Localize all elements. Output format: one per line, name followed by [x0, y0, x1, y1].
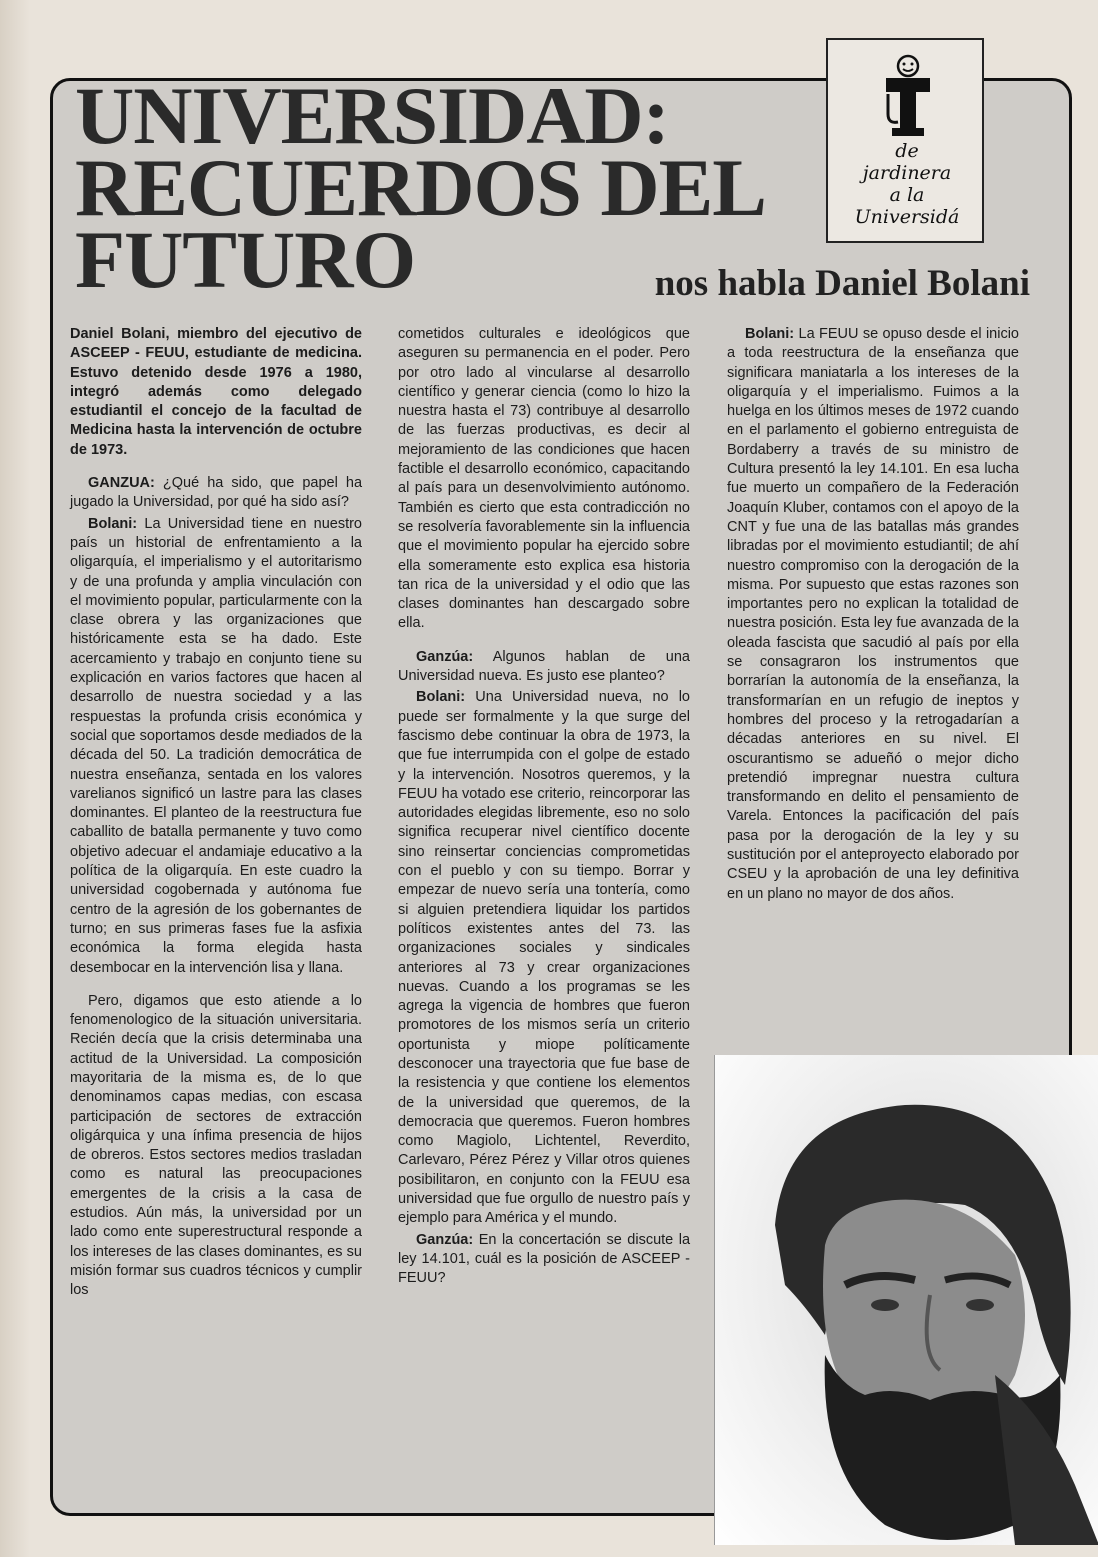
question-3 — [398, 1231, 690, 1289]
answer-1 — [70, 515, 362, 978]
section-logo — [826, 38, 984, 243]
title-line-2: RECUERDOS DEL — [75, 142, 766, 233]
logo-line-4: Universidá — [854, 206, 960, 228]
speaker-label: GANZUA: — [88, 475, 155, 492]
page-edge — [0, 0, 30, 1557]
speaker-label: Bolani: — [745, 326, 795, 342]
speaker-label: Bolani: — [88, 515, 138, 532]
column-3 — [727, 325, 1019, 918]
article-subtitle: nos habla Daniel Bolani — [654, 263, 1030, 304]
portrait-photo — [714, 1055, 1098, 1545]
stick-figure-icon — [880, 54, 936, 149]
answer-text: La FEUU se opuso desde el inicio a toda reestructura de la enseñanza que significara maniatarla a los intereses de la oligarquía y el imperialismo. Fuimos a la huelga en los últimos meses de 1972 cuando en el parlamento el gobierno entreguista de Bordaberry a través de su ministro de Cultura presentó la ley 14.101. En esa lucha fue muerto un compañero de la Federación Joaquín Kluber, contamos con el apoyo de la CNT y fue una de las batallas más grandes libradas por el movimiento estudiantil; de ahí nuestro compromiso con la derogación de la misma. Por supuesto que estas razones son importantes pero no explican la totalidad de nuestra posición. Esta ley fue avanzada de la oleada fascista que sacudió al país por ella se consagraron los instrumentos que borrarían la autonomía de la enseñanza, la transformarían en un refugio de ineptos y hombres del proceso y la retrogadarían a décadas anteriores en su nivel. El oscurantismo se adueñó o mejor dicho pretendió impregnar nuestra cultura transformando en delito el pensamiento de Varela. Entonces la pacificación del país pasa por la derogación de la ley y su sustitución por el anteproyecto elaborado por CSEU y la aprobación de una ley definitiva en un plano no mayor de dos años. — [727, 326, 1019, 902]
question-2 — [398, 648, 690, 687]
question-text: ¿Qué ha sido, que papel ha jugado la Universidad, por qué ha sido así? — [70, 475, 363, 511]
speaker-label: Ganzúa: — [416, 1231, 474, 1248]
continued-paragraph: cometidos culturales e ideológicos que aseguren su permanencia en el poder. Pero por otro lado al vincularse al desarrollo científico y generar ciencia (como lo hizo la nuestra hasta el 73) contribuye al desarrollo de las fuerzas productivas, es decir al mejoramiento de las condiciones que hacen factible el desarrollo económico, capacitando al país para un desenvolvimiento autónomo. También es cierto que esta contradicción no se resolvería favorablemente sin la influencia que el movimiento popular ha ejercido sobre ella someramente esto explica esa historia tan rica de la universidad y el odio que las clases dominantes han descargado sobre ella. — [398, 326, 690, 632]
answer-text: Una Universidad nueva, no lo puede ser formalmente y la que surge del fascismo debe continuar la obra de 1973, la que fue interrumpida con el golpe de estado y la intervención. Nosotros queremos, y la FEUU ha votado ese criterio, reincorporar las autoridades elegidas libremente, eso no solo significa recuperar nivel científico docente sino reinsertar conciencias comprometidas con el pueblo y con su tiempo. Borrar y empezar de nuevo sería una tontería, como si alguien pretendiera liquidar los partidos políticos existentes antes del 73. las organizaciones sociales y sindicales anteriores al 73 y crear organizaciones nuevas. Cuando a los programas se les agrega la vigencia de hombres que fueron promotores de los mismos sería un criterio oportunista y miope políticamente desconocer una trayectoria que fue base de la resistencia y que contiene los elementos de la universidad que queremos, de la democracia que queremos. Fueron hombres como Magiolo, Lichtentel, Reverdito, Carlevaro, Pérez Pérez y Villar otros quienes posibilitaron, en conjunto con la FEUU esa universidad que fue orgullo de nuestro país y ejemplo para América y el mundo. — [398, 689, 690, 1227]
answer-2 — [398, 688, 690, 1228]
body-paragraph: Pero, digamos que esto atiende a lo fenomenologico de la situación universitaria. Recién decía que la crisis determinaba una actitud de la Universidad. La composición mayoritaria de la misma es, de lo que denominamos capas medias, con escasa participación de sectores de extracción oligárquica y una ínfima presencia de hijos de obreros. Estos sectores medios trasladan como es natural las preocupaciones emergentes de la crisis a la casa de estudios. Aún más, la universidad por un lado como ente superestructural responde a los intereses de las clases dominantes, es su misión formar sus cuadros técnicos y cumplir los — [70, 992, 362, 1299]
question-1 — [70, 474, 362, 513]
speaker-label: Ganzúa: — [416, 648, 474, 665]
answer-3 — [727, 325, 1019, 904]
speaker-label: Bolani: — [416, 689, 466, 706]
logo-line-1: de — [895, 140, 919, 162]
column-2 — [398, 325, 690, 1303]
logo-line-3: a la — [889, 184, 925, 206]
question-text: En la concertación se discute la ley 14.101, cuál es la posición de ASCEEP - FEUU? — [398, 1231, 691, 1287]
logo-text — [834, 140, 980, 228]
column-1 — [70, 325, 362, 1315]
intro-paragraph: Daniel Bolani, miembro del ejecutivo de ASCEEP - FEUU, estudiante de medicina. Estuvo detenido desde 1976 a 1980, integró además como delegado estudiantil el concejo de la facultad de Medicina hasta la intervención de octubre de 1973. — [70, 326, 362, 458]
title-line-3: FUTURO — [75, 214, 416, 305]
question-text: Algunos hablan de una Universidad nueva. Es justo ese planteo? — [398, 648, 690, 685]
logo-line-2: jardinera — [862, 162, 952, 184]
answer-text: La Universidad tiene en nuestro país un historial de enfrentamiento a la oligarquía, el imperialismo y el autoritarismo y de una profunda y amplia vinculación con el movimiento popular, particularmente con la clase obrera y las organizaciones que históricamente esta se ha dado. Este acercamiento y trabajo en conjunto tiene su explicación en varios factores que hacen al desarrollo de nuestra sociedad y a las respuestas la profunda crisis económica y social que soportamos desde mediados de la década del 50. La tradición democrática de nuestra enseñanza, sentada en los valores varelianos significó un lastre para las clases dominantes. El planteo de la reestructura fue caballito de batalla permanente y tuvo como objetivo adecuar el andamiaje educativo a la política de la oligarquía. En este cuadro la universidad cogobernada y autónoma fue centro de la agresión de los gobernantes de turno; en sus primeras fases fue la asfixia económica la forma elegida hasta desembocar en la intervención lisa y llana. — [70, 515, 362, 976]
title-line-1: UNIVERSIDAD: — [75, 70, 669, 161]
